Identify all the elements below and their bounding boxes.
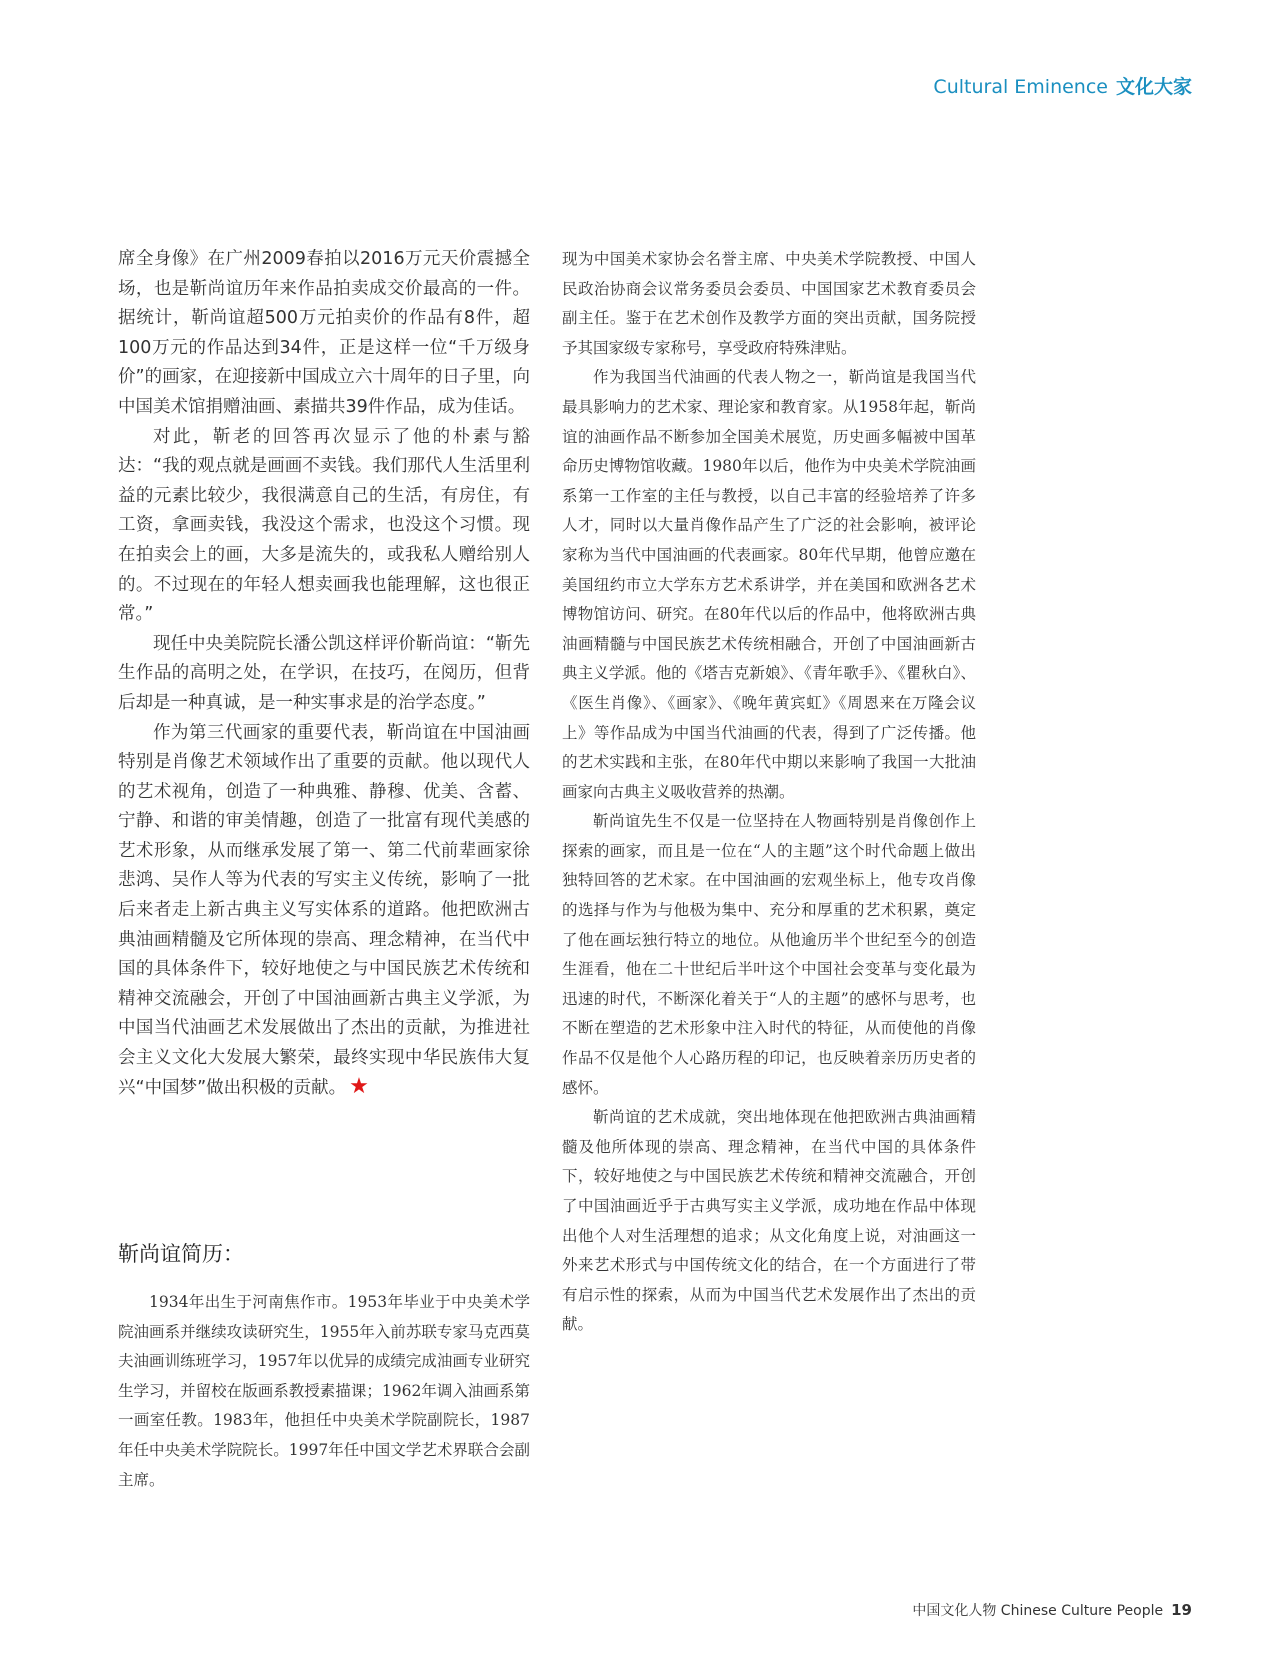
body-paragraph: 对此，靳老的回答再次显示了他的朴素与豁达：“我的观点就是画画不卖钱。我们那代人生活里利益的元素比较少，我很满意自己的生活，有房住，有工资，拿画卖钱，我没这个需求，也没这个习惯。现在拍卖会上的画，大多是流失的，或我私人赠给别人的。不过现在的年轻人想卖画我也能理解，这也很正常。” xyxy=(118,426,530,625)
body-paragraph: 现任中央美院院长潘公凯这样评价靳尚谊：“靳先生作品的高明之处，在学识，在技巧，在阅历，但背后却是一种真诚，是一种实事求是的治学态度。” xyxy=(118,633,530,713)
page-footer xyxy=(912,1600,1192,1620)
left-column xyxy=(118,245,530,1103)
page-number: 19 xyxy=(1171,1601,1192,1619)
section-title-en: Cultural Eminence xyxy=(933,76,1108,98)
body-paragraph: 靳尚谊先生不仅是一位坚持在人物画特别是肖像创作上探索的画家，而且是一位在“人的主题”这个时代命题上做出独特回答的艺术家。在中国油画的宏观坐标上，他专攻肖像的选择与作为与他极为集中、充分和厚重的艺术积累，奠定了他在画坛独行特立的地位。从他逾历半个世纪至今的创造生涯看，他在二十世纪后半叶这个中国社会变革与变化最为迅速的时代，不断深化着关于“人的主题”的感怀与思考，也不断在塑造的艺术形象中注入时代的特征，从而使他的肖像作品不仅是他个人心路历程的印记，也反映着亲历历史者的感怀。 xyxy=(562,812,976,1097)
magazine-name: 中国文化人物 Chinese Culture People xyxy=(912,1603,1164,1619)
section-header xyxy=(933,72,1192,99)
red-star-icon: ★ xyxy=(349,1073,369,1099)
body-paragraph: 靳尚谊的艺术成就，突出地体现在他把欧洲古典油画精髓及他所体现的崇高、理念精神，在当代中国的具体条件下，较好地使之与中国民族艺术传统和精神交流融合，开创了中国油画近乎于古典写实主义学派，成功地在作品中体现出他个人对生活理想的追求；从文化角度上说，对油画这一外来艺术形式与中国传统文化的结合，在一个方面进行了带有启示性的探索，从而为中国当代艺术发展作出了杰出的贡献。 xyxy=(562,1108,976,1334)
body-paragraph-text: 作为第三代画家的重要代表，靳尚谊在中国油画特别是肖像艺术领域作出了重要的贡献。他以现代人的艺术视角，创造了一种典雅、静穆、优美、含蓄、宁静、和谐的审美情趣，创造了一批富有现代美感的艺术形象，从而继承发展了第一、第二代前辈画家徐悲鸿、吴作人等为代表的写实主义传统，影响了一批后来者走上新古典主义写实体系的道路。他把欧洲古典油画精髓及它所体现的崇高、理念精神，在当代中国的具体条件下，较好地使之与中国民族艺术传统和精神交流融会，开创了中国油画新古典主义学派，为中国当代油画艺术发展做出了杰出的贡献，为推进社会主义文化大发展大繁荣，最终实现中华民族伟大复兴“中国梦”做出积极的贡献。 xyxy=(118,722,530,1098)
body-paragraph: 作为我国当代油画的代表人物之一，靳尚谊是我国当代最具影响力的艺术家、理论家和教育家。从1958年起，靳尚谊的油画作品不断参加全国美术展览，历史画多幅被中国革命历史博物馆收藏。1980年以后，他作为中央美术学院油画系第一工作室的主任与教授，以自己丰富的经验培养了许多人才，同时以大量肖像作品产生了广泛的社会影响，被评论家称为当代中国油画的代表画家。80年代早期，他曾应邀在美国纽约市立大学东方艺术系讲学，并在美国和欧洲各艺术博物馆访问、研究。在80年代以后的作品中，他将欧洲古典油画精髓与中国民族艺术传统相融合，开创了中国油画新古典主义学派。他的《塔吉克新娘》、《青年歌手》、《瞿秋白》、《医生肖像》、《画家》、《晚年黄宾虹》《周恩来在万隆会议上》等作品成为中国当代油画的代表，得到了广泛传播。他的艺术实践和主张，在80年代中期以来影响了我国一大批油画家向古典主义吸收营养的热潮。 xyxy=(562,368,976,801)
section-title-zh: 文化大家 xyxy=(1115,76,1192,98)
right-column xyxy=(562,245,976,1340)
body-paragraph: 现为中国美术家协会名誉主席、中央美术学院教授、中国人民政治协商会议常务委员会委员、中国国家艺术教育委员会副主任。鉴于在艺术创作及教学方面的突出贡献，国务院授予其国家级专家称号，享受政府特殊津贴。 xyxy=(562,250,976,357)
body-paragraph-last xyxy=(118,719,530,1104)
bio-heading: 靳尚谊简历： xyxy=(118,1242,244,1266)
bio-text: 1934年出生于河南焦作市。1953年毕业于中央美术学院油画系并继续攻读研究生，1955年入前苏联专家马克西莫夫油画训练班学习，1957年以优异的成绩完成油画专业研究生学习，并留校在版画系教授素描课；1962年调入油画系第一画室任教。1983年，他担任中央美术学院副院长，1987年任中央美术学院院长。1997年任中国文学艺术界联合会副主席。 xyxy=(118,1293,530,1489)
body-paragraph: 席全身像》在广州2009春拍以2016万元天价震撼全场，也是靳尚谊历年来作品拍卖成交价最高的一件。据统计，靳尚谊超500万元拍卖价的作品有8件，超100万元的作品达到34件，正是这样一位“千万级身价”的画家，在迎接新中国成立六十周年的日子里，向中国美术馆捐赠油画、素描共39件作品，成为佳话。 xyxy=(118,249,530,417)
